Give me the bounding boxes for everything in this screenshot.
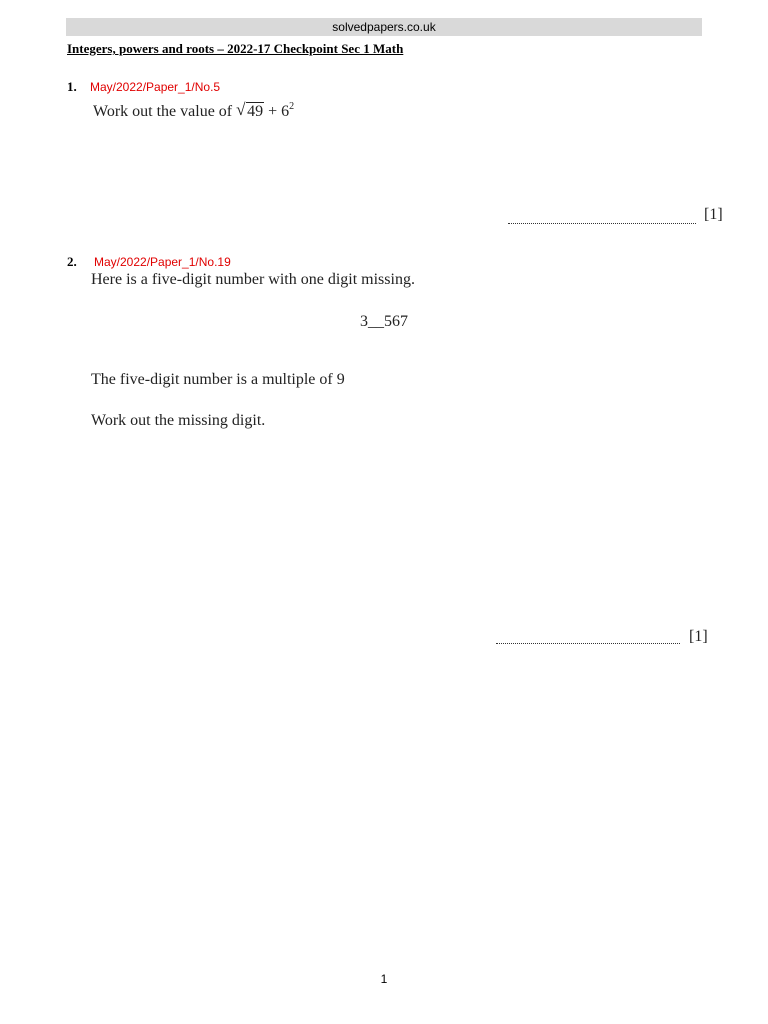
question-2-answer-line[interactable] xyxy=(496,643,680,644)
plus-term: + 6 xyxy=(268,103,290,120)
question-2-line-1: Here is a five-digit number with one digit missing. xyxy=(91,271,415,288)
question-1-expression xyxy=(93,101,294,121)
question-2-line-2: The five-digit number is a multiple of 9 xyxy=(91,371,345,388)
document-title: Integers, powers and roots – 2022-17 Checkpoint Sec 1 Math xyxy=(67,41,404,56)
page-number: 1 xyxy=(380,972,388,986)
square-root xyxy=(236,100,264,121)
site-name: solvedpapers.co.uk xyxy=(332,20,436,34)
question-1-marks: [1] xyxy=(704,206,723,223)
radicand: 49 xyxy=(247,103,264,120)
question-2-marks: [1] xyxy=(689,628,708,645)
question-2-line-3: Work out the missing digit. xyxy=(91,412,266,429)
question-2-reference: May/2022/Paper_1/No.19 xyxy=(94,255,231,269)
site-header-bar xyxy=(66,18,702,36)
exponent: 2 xyxy=(289,101,295,112)
question-1-reference: May/2022/Paper_1/No.5 xyxy=(90,80,221,94)
five-digit-number: 3__567 xyxy=(360,313,408,330)
question-1-number: 1. xyxy=(67,79,77,94)
question-1-answer-line[interactable] xyxy=(508,223,696,224)
question-2-number: 2. xyxy=(67,254,77,269)
question-1-prompt: Work out the value of xyxy=(93,103,233,120)
radical-sign-icon: √ xyxy=(236,100,246,119)
